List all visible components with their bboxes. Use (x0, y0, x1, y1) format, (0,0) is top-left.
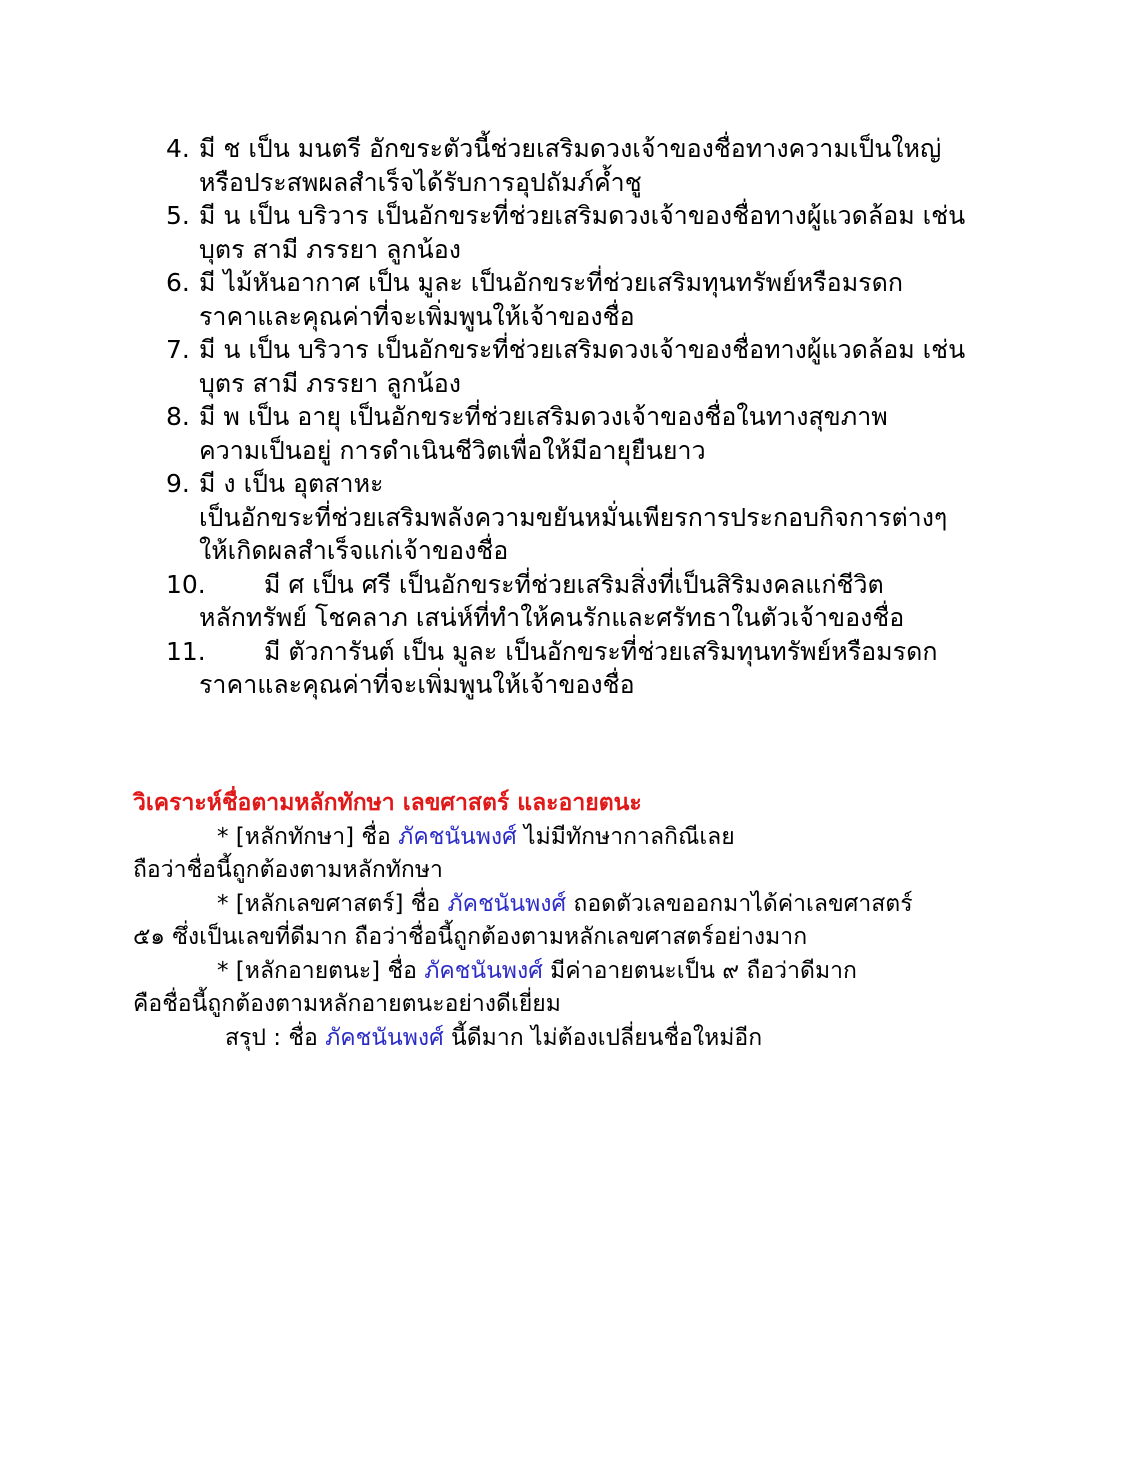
list-item-line: มี ไม้หันอากาศ เป็น มูละ เป็นอักขระที่ช่วยเสริมทุนทรัพย์หรือมรดก (199, 268, 903, 297)
list-item-line: มี น เป็น บริวาร เป็นอักขระที่ช่วยเสริมดวงเจ้าของชื่อทางผู้แวดล้อม เช่น (199, 335, 966, 364)
list-item (166, 400, 996, 434)
name-highlight: ภัคชนันพงศ์ (447, 890, 567, 917)
list-item-number: 4. (166, 134, 190, 163)
list-item-line: มี ตัวการันต์ เป็น มูละ เป็นอักขระที่ช่วยเสริมทุนทรัพย์หรือมรดก (264, 636, 938, 666)
list-item-line: มี น เป็น บริวาร เป็นอักขระที่ช่วยเสริมดวงเจ้าของชื่อทางผู้แวดล้อม เช่น (199, 201, 966, 230)
list-item-continuation: ความเป็นอยู่ การดำเนินชีวิตเพื่อให้มีอายุยืนยาว (199, 435, 706, 465)
list-item-text (199, 400, 996, 434)
list-item-text (264, 568, 996, 602)
numerology-conclusion: ๕๑ ซึ่งเป็นเลขที่ดีมาก ถือว่าชื่อนี้ถูกต้องตามหลักเลขศาสตร์อย่างมาก (133, 924, 808, 950)
list-item-text (199, 467, 996, 501)
taksa-conclusion: ถือว่าชื่อนี้ถูกต้องตามหลักทักษา (133, 857, 443, 883)
list-item-continuation: ราคาและคุณค่าที่จะเพิ่มพูนให้เจ้าของชื่อ (199, 670, 635, 699)
list-item-number: 11. (166, 636, 206, 666)
ayatana-suffix: มีค่าอายตนะเป็น ๙ ถือว่าดีมาก (542, 957, 857, 984)
list-item-number: 7. (166, 335, 190, 364)
name-highlight: ภัคชนันพงศ์ (424, 957, 543, 984)
list-item-number: 9. (166, 469, 190, 498)
section-heading: วิเคราะห์ชื่อตามหลักทักษา เลขศาสตร์ และอายตนะ (133, 790, 642, 816)
list-item-continuation: หลักทรัพย์ โชคลาภ เสน่ห์ที่ทำให้คนรักและศรัทธาในตัวเจ้าของชื่อ (199, 603, 905, 632)
list-item-number: 8. (166, 402, 190, 431)
ayatana-conclusion: คือชื่อนี้ถูกต้องตามหลักอายตนะอย่างดีเยี่ยม (133, 991, 561, 1017)
ayatana-line (133, 955, 1003, 989)
list-item-continuation: ให้เกิดผลสำเร็จแก่เจ้าของชื่อ (199, 536, 509, 565)
list-item (166, 568, 996, 602)
list-item-text (264, 635, 996, 669)
ayatana-prefix: * [หลักอายตนะ] ชื่อ (217, 957, 425, 984)
list-item-continuation: หรือประสพผลสำเร็จได้รับการอุปถัมภ์ค้ำชู (199, 167, 642, 197)
list-item-line: มี ง เป็น อุตสาหะ (199, 469, 384, 498)
list-item-number: 10. (166, 569, 206, 599)
list-item-line: มี พ เป็น อายุ เป็นอักขระที่ช่วยเสริมดวงเจ้าของชื่อในทางสุขภาพ (199, 402, 888, 431)
list-item (166, 266, 996, 300)
name-highlight: ภัคชนันพงศ์ (325, 1024, 444, 1051)
list-item-text (199, 199, 996, 233)
list-item (166, 333, 996, 367)
letter-meaning-list (166, 132, 996, 702)
list-item (166, 467, 996, 501)
taksa-suffix: ไม่มีทักษากาลกิณีเลย (516, 823, 735, 850)
list-item-continuation: เป็นอักขระที่ช่วยเสริมพลังความขยันหมั่นเพียรการประกอบกิจการต่างๆ (199, 502, 948, 532)
list-item-number: 6. (166, 268, 190, 297)
list-item-continuation: บุตร สามี ภรรยา ลูกน้อง (199, 368, 461, 398)
numerology-prefix: * [หลักเลขศาสตร์] ชื่อ (217, 890, 448, 917)
list-item (166, 635, 996, 669)
list-item-line: มี ช เป็น มนตรี อักขระตัวนี้ช่วยเสริมดวงเจ้าของชื่อทางความเป็นใหญ่ (199, 134, 942, 163)
numerology-suffix: ถอดตัวเลขออกมาได้ค่าเลขศาสตร์ (566, 890, 913, 917)
taksa-line (133, 821, 1003, 855)
name-analysis-section (133, 787, 1003, 1055)
list-item-text (199, 266, 996, 300)
numerology-line (133, 888, 1003, 922)
list-item-text (199, 132, 996, 166)
taksa-prefix: * [หลักทักษา] ชื่อ (217, 823, 399, 850)
list-item-number: 5. (166, 201, 190, 230)
list-item-text (199, 333, 996, 367)
list-item-continuation: ราคาและคุณค่าที่จะเพิ่มพูนให้เจ้าของชื่อ (199, 301, 635, 331)
list-item-continuation: บุตร สามี ภรรยา ลูกน้อง (199, 234, 461, 264)
list-item (166, 132, 996, 166)
summary-prefix: สรุป : ชื่อ (225, 1024, 326, 1051)
summary-line (133, 1022, 1003, 1056)
list-item (166, 199, 996, 233)
summary-suffix: นี้ดีมาก ไม่ต้องเปลี่ยนชื่อใหม่อีก (443, 1024, 763, 1051)
name-highlight: ภัคชนันพงศ์ (398, 823, 517, 850)
list-item-line: มี ศ เป็น ศรี เป็นอักขระที่ช่วยเสริมสิ่งที่เป็นสิริมงคลแก่ชีวิต (264, 569, 884, 599)
